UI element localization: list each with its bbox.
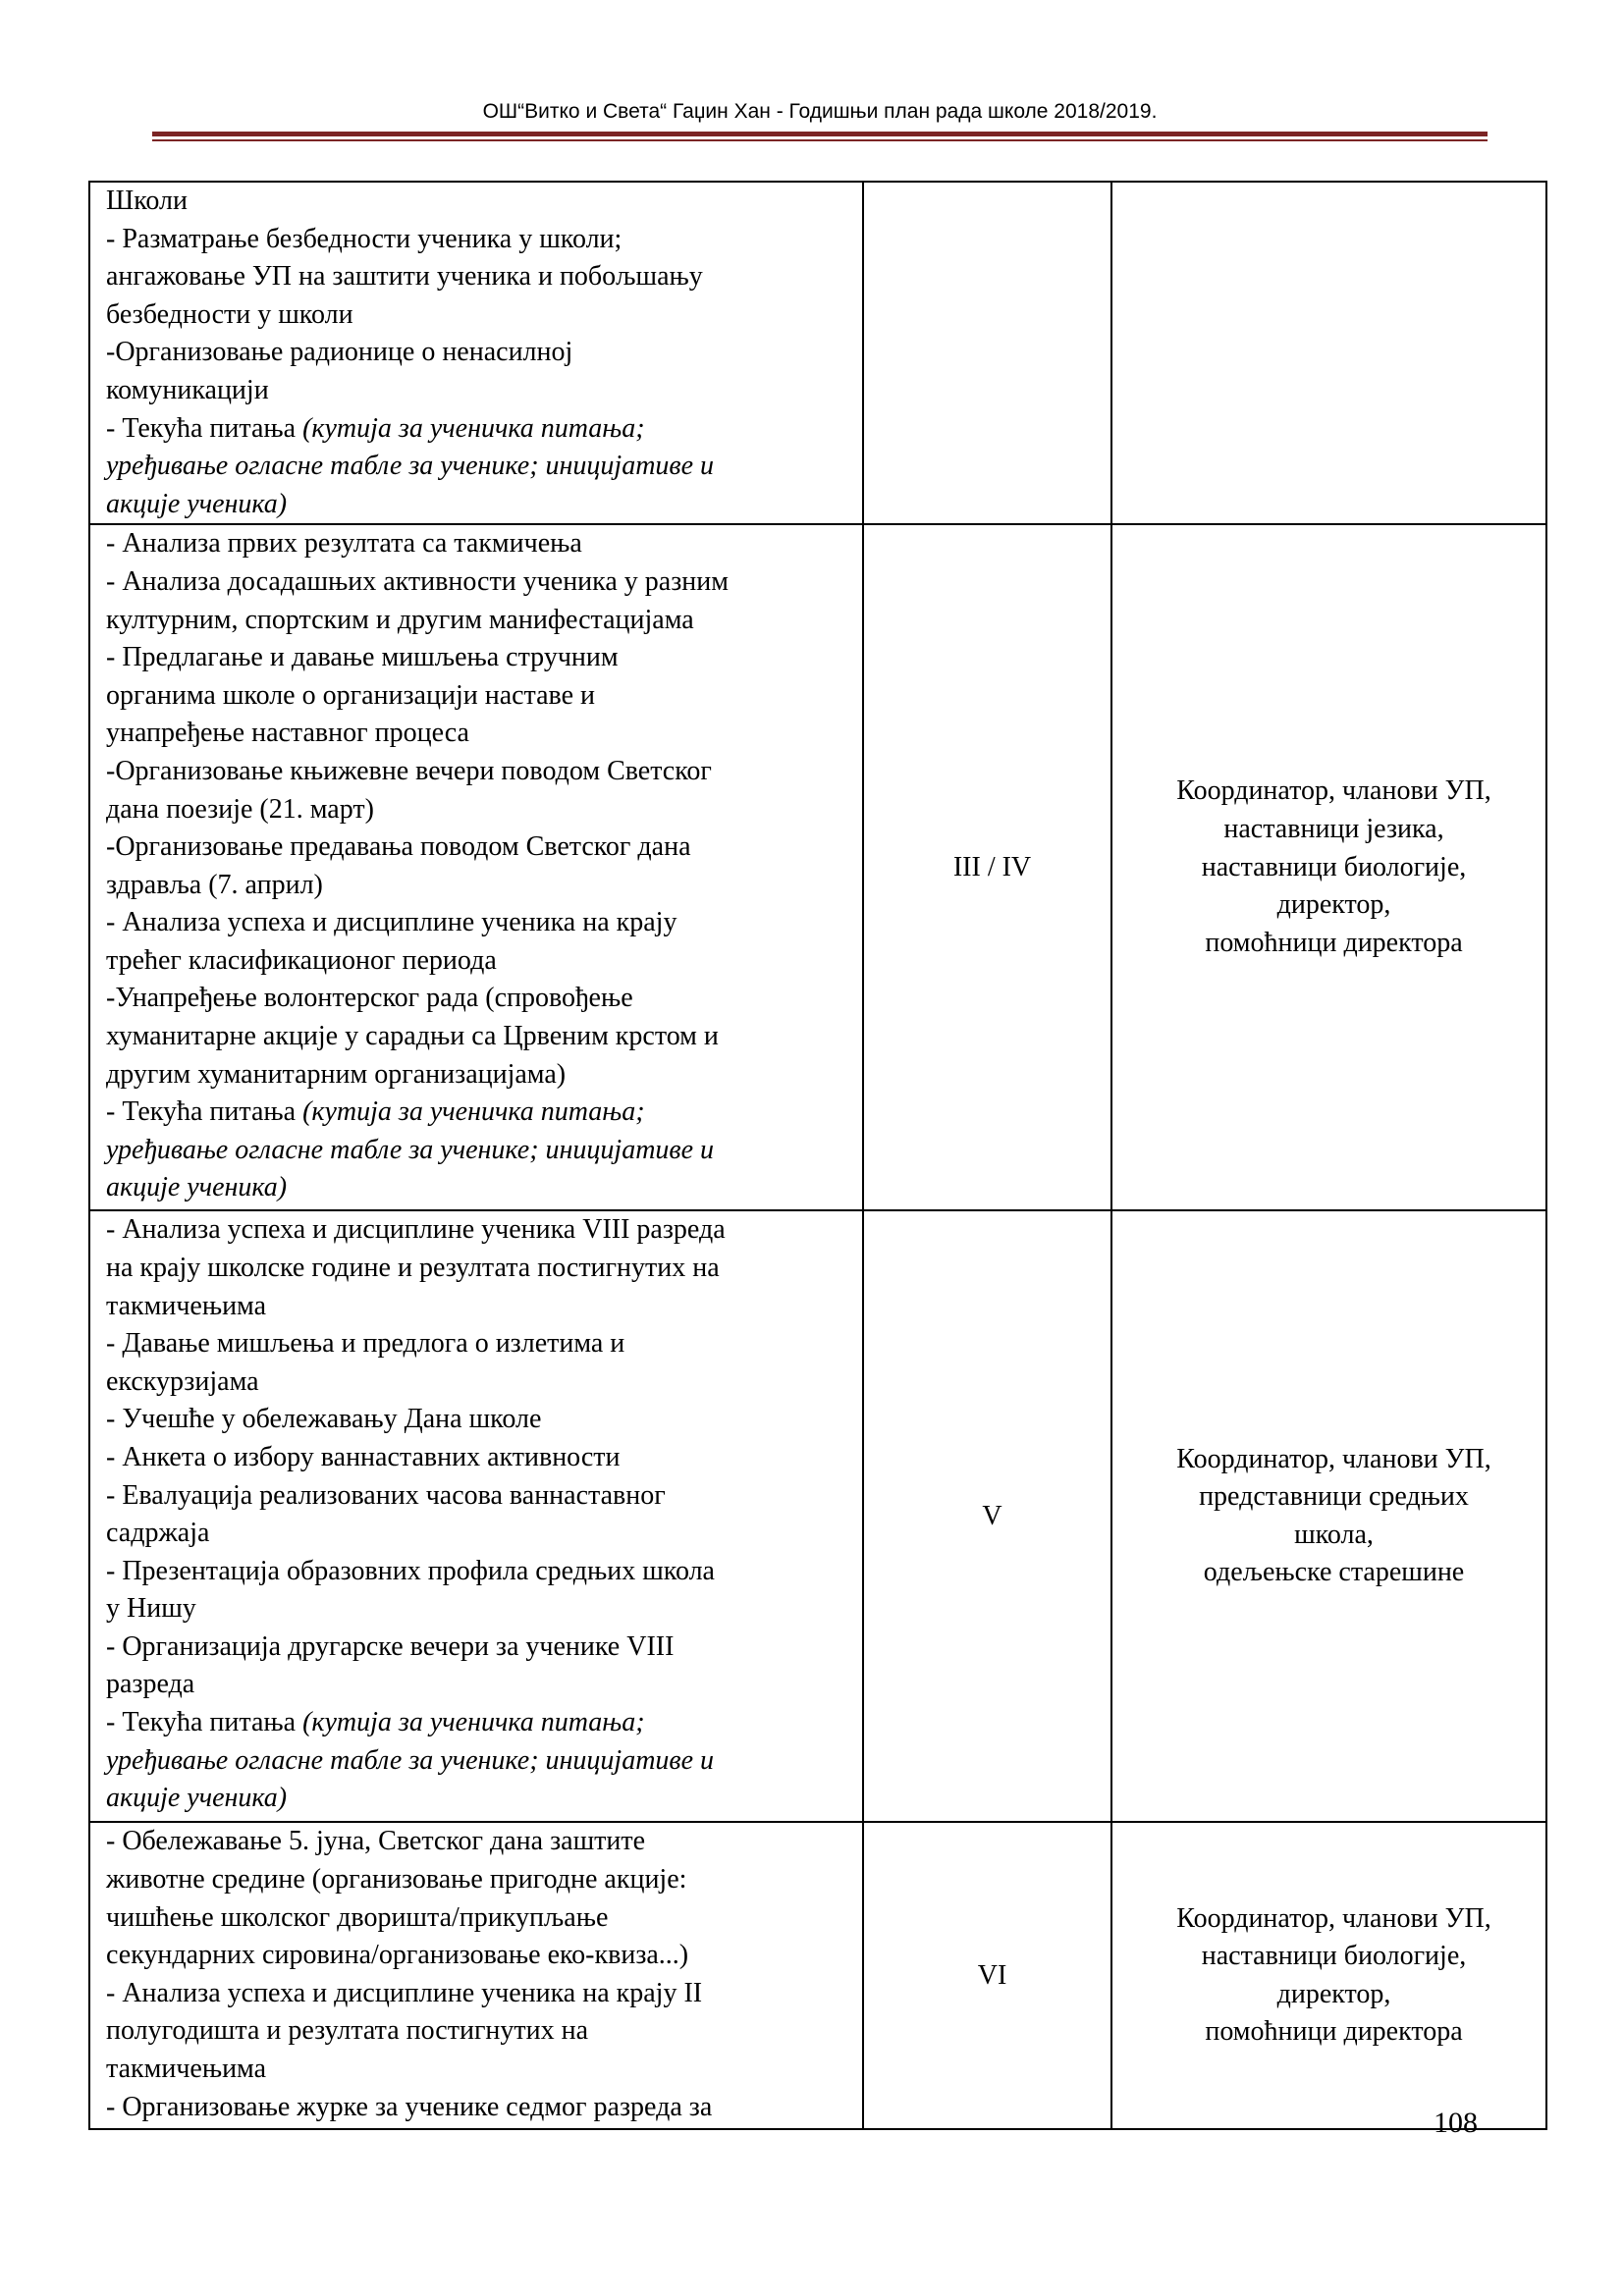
activity-line: културним, спортским и другим манифестацијама (106, 604, 694, 635)
table-row (89, 524, 1546, 1210)
activity-line: секундарних сировина/организовање еко-квиза...) (106, 1940, 689, 1971)
activity-text: - Текућа питања (106, 412, 303, 444)
activity-line: - Организација другарске вечери за ученике VIII (106, 1630, 675, 1662)
period-cell (863, 1210, 1111, 1822)
activity-line: органима школе о организацији наставе и (106, 679, 596, 711)
activity-line: дана поезије (21. март) (106, 793, 374, 825)
activity-line: -Организовање радионице о ненасилној (106, 337, 573, 368)
responsible-line: школа, (1294, 1519, 1374, 1550)
activity-line: - Организовање журке за ученике седмог разреда за (106, 2091, 713, 2122)
activity-line: - Обележавање 5. јуна, Светског дана заштите (106, 1826, 646, 1857)
activity-line: другим хуманитарним организацијама) (106, 1058, 567, 1090)
activity-line: чишћење школског дворишта/прикупљање (106, 1901, 609, 1933)
responsible-line: помоћници директора (1205, 927, 1463, 958)
activity-line: акције ученика) (106, 1783, 288, 1814)
responsible-line: Координатор, чланови УП, (1176, 775, 1491, 807)
activity-line: полугодишта и резултата постигнутих на (106, 2015, 589, 2047)
activity-text: - Текућа питања (106, 1096, 303, 1128)
activity-line: разреда (106, 1669, 195, 1700)
activity-line: -Организовање предавања поводом Светског дана (106, 831, 691, 863)
responsible-line: наставници биологије, (1201, 1941, 1467, 1972)
activity-line: уређивање огласне табле за ученике; иницијативе и (106, 451, 715, 482)
activity-line: - Предлагање и давање мишљења стручним (106, 642, 619, 673)
responsible-line: директор, (1276, 889, 1391, 921)
header-rule-thick (152, 132, 1488, 136)
responsible-cell (1111, 1210, 1546, 1822)
responsible-line: помоћници директора (1205, 2016, 1463, 2048)
activity-line: садржаја (106, 1518, 210, 1549)
activity-line: - Евалуација реализованих часова ваннаставног (106, 1479, 666, 1511)
activity-line: животне средине (организовање пригодне акције: (106, 1863, 687, 1895)
responsible-line: Координатор, чланови УП, (1176, 1443, 1491, 1474)
activity-text: - Текућа питања (106, 1707, 303, 1738)
activity-line: здравља (7. април) (106, 869, 323, 900)
responsible-line: Координатор, чланови УП, (1176, 1902, 1491, 1934)
activity-line (106, 410, 856, 449)
activity-line: акције ученика) (106, 1172, 288, 1203)
activity-line: - Давање мишљења и предлога о излетима и (106, 1328, 625, 1360)
activity-line: - Анализа успеха и дисциплине ученика на крају (106, 907, 677, 938)
activity-line: на крају школске године и резултата постигнутих на (106, 1252, 720, 1283)
activity-line: -Организовање књижевне вечери поводом Светског (106, 755, 712, 786)
document-header (152, 100, 1488, 124)
activity-line: такмичењима (106, 1290, 267, 1321)
activity-line: такмичењима (106, 2053, 267, 2084)
activities-cell (89, 182, 863, 524)
activity-line: - Анализа досадашњих активности ученика у разним (106, 565, 729, 597)
activity-line: екскурзијама (106, 1365, 259, 1397)
table-row (89, 1822, 1546, 2129)
responsible-line: одељењске старешине (1203, 1557, 1465, 1588)
activity-note: (кутија за ученичка питања; (302, 412, 645, 444)
activity-note: (кутија за ученичка питања; (302, 1096, 645, 1128)
responsible-cell (1111, 182, 1546, 524)
activity-line: у Нишу (106, 1593, 196, 1625)
activity-line: акције ученика) (106, 488, 288, 519)
activity-line: трећег класификационог периода (106, 944, 497, 976)
header-rule-thin (152, 139, 1488, 141)
table-row (89, 1210, 1546, 1822)
activity-line: унапређење наставног процеса (106, 718, 469, 749)
period-label: V (982, 1500, 1002, 1531)
activity-line: Школи (106, 186, 189, 216)
activity-line: -Унапређење волонтерског рада (спровођење (106, 983, 633, 1014)
responsible-line: наставници биологије, (1201, 851, 1467, 882)
table-row (89, 182, 1546, 524)
responsible-cell (1111, 524, 1546, 1210)
activity-line: - Анкета о избору ваннаставних активности (106, 1441, 621, 1472)
responsible-line: директор, (1276, 1978, 1391, 2009)
activity-line: ангажовање УП на заштити ученика и побољшању (106, 261, 703, 293)
activity-line: комуникацији (106, 374, 269, 405)
activity-line: - Учешће у обележавању Дана школе (106, 1404, 542, 1435)
period-label: VI (977, 1959, 1007, 1991)
period-cell (863, 524, 1111, 1210)
activity-line: хуманитарне акције у сарадњи са Црвеним крстом и (106, 1021, 719, 1052)
activities-cell (89, 1210, 863, 1822)
activities-cell (89, 524, 863, 1210)
responsible-line: наставници језика, (1223, 813, 1444, 844)
activity-line: уређивање огласне табле за ученике; иницијативе и (106, 1134, 715, 1165)
activity-line: - Презентација образовних профила средњих школа (106, 1555, 715, 1586)
activity-line: - Разматрање безбедности ученика у школи; (106, 223, 623, 254)
activity-note: (кутија за ученичка питања; (302, 1707, 645, 1738)
activity-line: - Анализа успеха и дисциплине ученика VIII разреда (106, 1214, 726, 1246)
activity-line (106, 1704, 856, 1742)
responsible-cell (1111, 1822, 1546, 2129)
period-cell (863, 1822, 1111, 2129)
activity-line (106, 1094, 856, 1132)
responsible-line: представници средњих (1199, 1481, 1469, 1513)
activity-line: уређивање огласне табле за ученике; иницијативе и (106, 1744, 715, 1776)
period-cell (863, 182, 1111, 524)
page-number: 108 (1434, 2107, 1478, 2139)
activities-cell (89, 1822, 863, 2129)
activity-line: - Анализа првих резултата са такмичења (106, 528, 582, 560)
activity-line: безбедности у школи (106, 298, 353, 330)
activity-line: - Анализа успеха и дисциплине ученика на крају II (106, 1977, 703, 2008)
period-label: III / IV (952, 851, 1032, 882)
plan-table (88, 181, 1547, 2130)
header-title: ОШ“Витко и Света“ Гаџин Хан - Годишњи план рада школе 2018/2019. (482, 100, 1158, 123)
